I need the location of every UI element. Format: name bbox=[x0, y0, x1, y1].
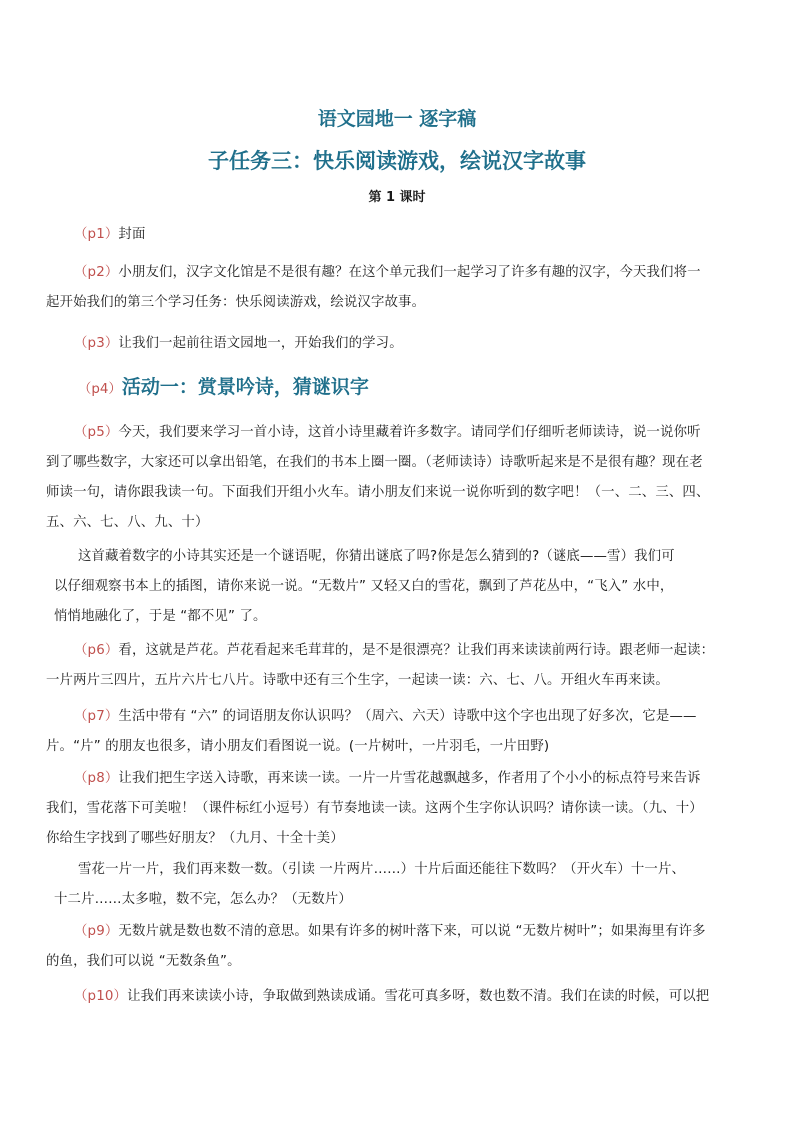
paragraph-p3 bbox=[46, 329, 774, 359]
paragraph-text: 小朋友们，汉字文化馆是不是很有趣？在这个单元我们一起学习了许多有趣的汉字，今天我们将一 bbox=[118, 265, 701, 280]
paragraph-text: 你给生字找到了哪些好朋友？（九月、十全十美） bbox=[46, 831, 344, 846]
page-tag: （p1） bbox=[74, 227, 119, 242]
page-tag: （p4） bbox=[78, 382, 122, 397]
paragraph-text: 让我们再来读读小诗，争取做到熟读成诵。雪花可真多呀，数也数不清。我们在读的时候，可以把 bbox=[127, 989, 710, 1004]
paragraph-text: 一片两片三四片，五片六片七八片。诗歌中还有三个生字，一起读一读：六、七、八。开组火车再来读。 bbox=[46, 673, 669, 688]
page-tag: （p9） bbox=[74, 924, 119, 939]
paragraph-text: 十二片……太多啦，数不完，怎么办？（无数片） bbox=[54, 892, 352, 907]
paragraph-p1 bbox=[46, 220, 774, 250]
activity-heading bbox=[78, 372, 369, 399]
paragraph-p5 bbox=[46, 418, 746, 538]
paragraph-text: 雪花一片一片，我们再来数一数。（引读 一片两片……）十片后面还能往下数吗？（开火车）十一片、 bbox=[78, 862, 686, 877]
paragraph-p6 bbox=[46, 636, 746, 696]
paragraph-p7 bbox=[46, 702, 746, 762]
paragraph-text: 我们，雪花落下可美啦！（课件标红小逗号）有节奏地读一读。这两个生字你认识吗？请你读一读。（九、十） bbox=[46, 801, 703, 816]
paragraph-p10 bbox=[46, 982, 746, 1012]
paragraph-text: 这首藏着数字的小诗其实还是一个谜语呢，你猜出谜底了吗?你是怎么猜到的?（谜底——雪）我们可 bbox=[78, 549, 675, 564]
paragraph-text: 师读一句，请你跟我读一句。下面我们开组小火车。请小朋友们来说一说你听到的数字吧！（一、二、三、四、 bbox=[46, 485, 710, 500]
document-title: 语文园地一 逐字稿 bbox=[317, 108, 477, 130]
paragraph-text: 看，这就是芦花。芦花看起来毛茸茸的，是不是很漂亮？让我们再来读读前两行诗。跟老师一起读： bbox=[118, 643, 715, 658]
paragraph-text: 封面 bbox=[118, 227, 146, 242]
paragraph-text: 到了哪些数字，大家还可以拿出铅笔，在我们的书本上圈一圈。（老师读诗）诗歌听起来是不是很有趣？现在老 bbox=[46, 455, 703, 470]
paragraph-p8 bbox=[46, 764, 746, 854]
paragraph-text: 今天，我们要来学习一首小诗，这首小诗里藏着许多数字。请同学们仔细听老师读诗，说一说你听 bbox=[118, 425, 701, 440]
page-tag: （p3） bbox=[74, 336, 119, 351]
document-subtitle: 子任务三：快乐阅读游戏，绘说汉字故事 bbox=[208, 149, 586, 173]
paragraph-p9 bbox=[46, 917, 746, 977]
paragraph-text: 起开始我们的第三个学习任务：快乐阅读游戏，绘说汉字故事。 bbox=[46, 295, 426, 310]
page-tag: （p6） bbox=[74, 643, 119, 658]
page-tag: （p10） bbox=[74, 989, 128, 1004]
paragraph-text: 让我们把生字送入诗歌，再来读一读。一片一片雪花越飘越多，作者用了个小小的标点符号来告诉 bbox=[118, 771, 701, 786]
paragraph-text: 生活中带有 “六” 的词语朋友你认识吗？（周六、六天）诗歌中这个字也出现了好多次，它是—— bbox=[118, 709, 697, 724]
paragraph-p8-continued bbox=[46, 855, 746, 915]
paragraph-text: 悄悄地融化了，于是 “都不见” 了。 bbox=[54, 609, 267, 624]
page-tag: （p5） bbox=[74, 425, 119, 440]
paragraph-text: 片。“片” 的朋友也很多，请小朋友们看图说一说。(一片树叶，一片羽毛，一片田野) bbox=[46, 739, 550, 754]
page-tag: （p8） bbox=[74, 771, 119, 786]
paragraph-p2 bbox=[46, 258, 746, 318]
paragraph-p5-continued bbox=[46, 542, 746, 632]
page-tag: （p7） bbox=[74, 709, 119, 724]
paragraph-text: 让我们一起前往语文园地一，开始我们的学习。 bbox=[118, 336, 403, 351]
paragraph-text: 以仔细观察书本上的插图，请你来说一说。“无数片” 又轻又白的雪花，飘到了芦花丛中，“飞入” 水中， bbox=[54, 579, 674, 594]
paragraph-text: 的鱼，我们可以说 “无数条鱼”。 bbox=[46, 954, 241, 969]
activity-heading-text: 活动一：赏景吟诗，猜谜识字 bbox=[121, 376, 369, 398]
paragraph-text: 无数片就是数也数不清的意思。如果有许多的树叶落下来，可以说 “无数片树叶”；如果海里有许多 bbox=[118, 924, 706, 939]
lesson-label: 第 1 课时 bbox=[368, 190, 426, 205]
paragraph-text: 五、六、七、八、九、十） bbox=[46, 515, 209, 530]
page-tag: （p2） bbox=[74, 265, 119, 280]
